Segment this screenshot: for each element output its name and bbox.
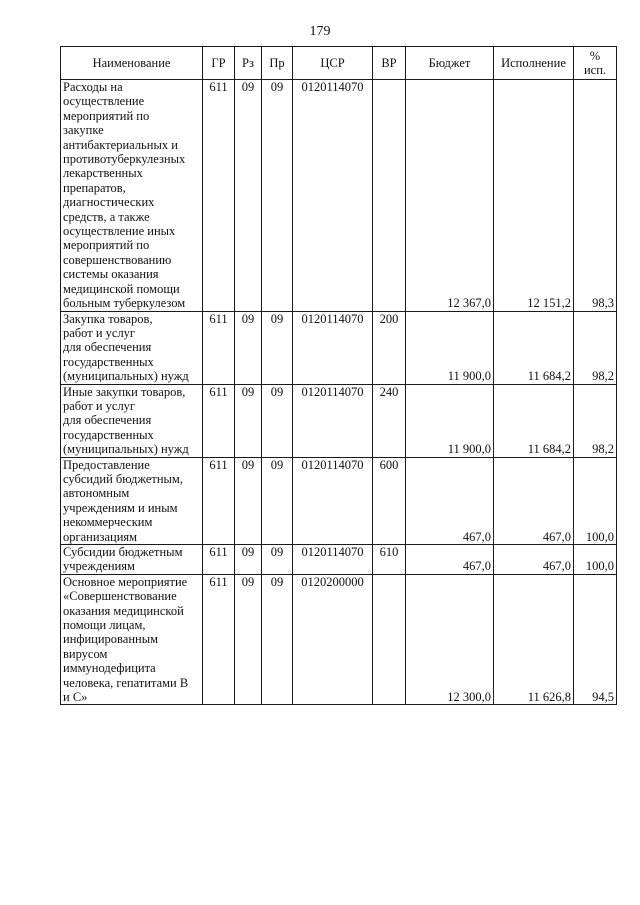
table-body bbox=[61, 80, 617, 705]
cell-budget: 11 900,0 bbox=[406, 311, 494, 384]
cell-name-line: мероприятий по bbox=[63, 108, 150, 123]
table-row bbox=[61, 545, 617, 575]
cell-vr: 200 bbox=[373, 311, 406, 384]
cell-name bbox=[61, 457, 203, 544]
table-row bbox=[61, 384, 617, 457]
cell-name bbox=[61, 545, 203, 575]
cell-name-line: учреждениям bbox=[63, 559, 135, 574]
cell-name-line: работ и услуг bbox=[63, 398, 136, 413]
cell-name-line: медицинской помощи bbox=[63, 281, 180, 296]
cell-name-line: средств, а также bbox=[63, 209, 150, 224]
cell-name-line: человека, гепатитами В bbox=[63, 675, 189, 690]
cell-csr: 0120114070 bbox=[293, 457, 373, 544]
cell-rz: 09 bbox=[235, 311, 262, 384]
cell-csr: 0120114070 bbox=[293, 545, 373, 575]
header-gr: ГР bbox=[203, 47, 235, 80]
cell-name-line: Основное мероприятие bbox=[63, 574, 188, 589]
cell-name-line: препаратов, bbox=[63, 180, 126, 195]
cell-csr: 0120114070 bbox=[293, 80, 373, 312]
table-row bbox=[61, 311, 617, 384]
cell-vr bbox=[373, 80, 406, 312]
header-vr: ВР bbox=[373, 47, 406, 80]
header-pct bbox=[574, 47, 617, 80]
cell-name-line: осуществление bbox=[63, 94, 145, 109]
cell-name-line: осуществление иных bbox=[63, 224, 176, 239]
cell-name-line: Субсидии бюджетным bbox=[63, 545, 183, 559]
cell-name-line: Закупка товаров, bbox=[63, 311, 153, 326]
cell-pct: 94,5 bbox=[574, 574, 617, 705]
cell-pr: 09 bbox=[262, 457, 293, 544]
cell-name-line: оказания медицинской bbox=[63, 603, 184, 618]
cell-budget: 12 367,0 bbox=[406, 80, 494, 312]
cell-budget: 467,0 bbox=[406, 457, 494, 544]
header-budget: Бюджет bbox=[406, 47, 494, 80]
header-name: Наименование bbox=[61, 47, 203, 80]
cell-gr: 611 bbox=[203, 574, 235, 705]
cell-name-line: лекарственных bbox=[63, 166, 143, 181]
cell-name-line: работ и услуг bbox=[63, 325, 136, 340]
cell-pct: 98,2 bbox=[574, 311, 617, 384]
table-row bbox=[61, 80, 617, 312]
cell-name-line: для обеспечения bbox=[63, 340, 152, 355]
cell-pct: 98,3 bbox=[574, 80, 617, 312]
cell-csr: 0120200000 bbox=[293, 574, 373, 705]
cell-gr: 611 bbox=[203, 384, 235, 457]
cell-name-line: вирусом bbox=[63, 646, 108, 661]
header-pr: Пр bbox=[262, 47, 293, 80]
cell-name-line: помощи лицам, bbox=[63, 618, 146, 633]
cell-name-line: некоммерческим bbox=[63, 515, 153, 530]
cell-gr: 611 bbox=[203, 311, 235, 384]
cell-vr bbox=[373, 574, 406, 705]
cell-vr: 600 bbox=[373, 457, 406, 544]
cell-csr: 0120114070 bbox=[293, 384, 373, 457]
cell-name-line: Расходы на bbox=[63, 80, 123, 94]
cell-name-line: государственных bbox=[63, 354, 154, 369]
cell-name-line: больным туберкулезом bbox=[63, 296, 186, 311]
cell-name-line: организациям bbox=[63, 529, 138, 544]
cell-name-line: мероприятий по bbox=[63, 238, 150, 253]
cell-budget: 12 300,0 bbox=[406, 574, 494, 705]
cell-name-line: учреждениям и иным bbox=[63, 500, 178, 515]
cell-execution: 11 684,2 bbox=[494, 311, 574, 384]
header-pct-top: % bbox=[589, 48, 601, 63]
cell-execution: 11 626,8 bbox=[494, 574, 574, 705]
table-row bbox=[61, 574, 617, 705]
cell-name-line: инфицированным bbox=[63, 632, 159, 647]
cell-rz: 09 bbox=[235, 574, 262, 705]
cell-budget: 11 900,0 bbox=[406, 384, 494, 457]
cell-gr: 611 bbox=[203, 80, 235, 312]
cell-pr: 09 bbox=[262, 384, 293, 457]
cell-pr: 09 bbox=[262, 545, 293, 575]
cell-pr: 09 bbox=[262, 574, 293, 705]
cell-pct: 98,2 bbox=[574, 384, 617, 457]
cell-name-line: закупке bbox=[63, 123, 104, 138]
cell-pr: 09 bbox=[262, 80, 293, 312]
header-csr: ЦСР bbox=[293, 47, 373, 80]
cell-name-line: субсидий бюджетным, bbox=[63, 471, 183, 486]
table-row bbox=[61, 457, 617, 544]
cell-name-line: антибактериальных и bbox=[63, 137, 178, 152]
cell-name bbox=[61, 311, 203, 384]
header-rz: Рз bbox=[235, 47, 262, 80]
cell-csr: 0120114070 bbox=[293, 311, 373, 384]
cell-name-line: совершенствованию bbox=[63, 252, 172, 267]
cell-name-line: автономным bbox=[63, 486, 130, 501]
cell-budget: 467,0 bbox=[406, 545, 494, 575]
cell-name-line: государственных bbox=[63, 427, 154, 442]
cell-name-line: диагностических bbox=[63, 195, 155, 210]
cell-name-line: Иные закупки товаров, bbox=[63, 384, 186, 399]
cell-name-line: (муниципальных) нужд bbox=[63, 369, 189, 384]
cell-pct: 100,0 bbox=[574, 545, 617, 575]
cell-gr: 611 bbox=[203, 457, 235, 544]
cell-vr: 610 bbox=[373, 545, 406, 575]
cell-rz: 09 bbox=[235, 384, 262, 457]
cell-pr: 09 bbox=[262, 311, 293, 384]
header-pct-bottom: исп. bbox=[583, 63, 607, 77]
cell-execution: 467,0 bbox=[494, 545, 574, 575]
cell-name-line: (муниципальных) нужд bbox=[63, 442, 189, 457]
cell-name-line: Предоставление bbox=[63, 457, 150, 472]
cell-name-line: и С» bbox=[63, 690, 88, 705]
budget-table bbox=[60, 46, 617, 705]
table-header-row bbox=[61, 47, 617, 80]
cell-name-line: системы оказания bbox=[63, 267, 159, 282]
cell-name-line: для обеспечения bbox=[63, 413, 152, 428]
cell-execution: 11 684,2 bbox=[494, 384, 574, 457]
cell-name-line: противотуберкулезных bbox=[63, 152, 186, 167]
cell-name-line: «Совершенствование bbox=[63, 589, 177, 604]
cell-execution: 467,0 bbox=[494, 457, 574, 544]
cell-rz: 09 bbox=[235, 545, 262, 575]
cell-name bbox=[61, 574, 203, 705]
cell-vr: 240 bbox=[373, 384, 406, 457]
cell-name bbox=[61, 384, 203, 457]
page-number: 179 bbox=[309, 24, 331, 39]
cell-execution: 12 151,2 bbox=[494, 80, 574, 312]
cell-name bbox=[61, 80, 203, 312]
cell-rz: 09 bbox=[235, 457, 262, 544]
header-execution: Исполнение bbox=[494, 47, 574, 80]
cell-gr: 611 bbox=[203, 545, 235, 575]
cell-name-line: иммунодефицита bbox=[63, 661, 156, 676]
cell-rz: 09 bbox=[235, 80, 262, 312]
cell-pct: 100,0 bbox=[574, 457, 617, 544]
